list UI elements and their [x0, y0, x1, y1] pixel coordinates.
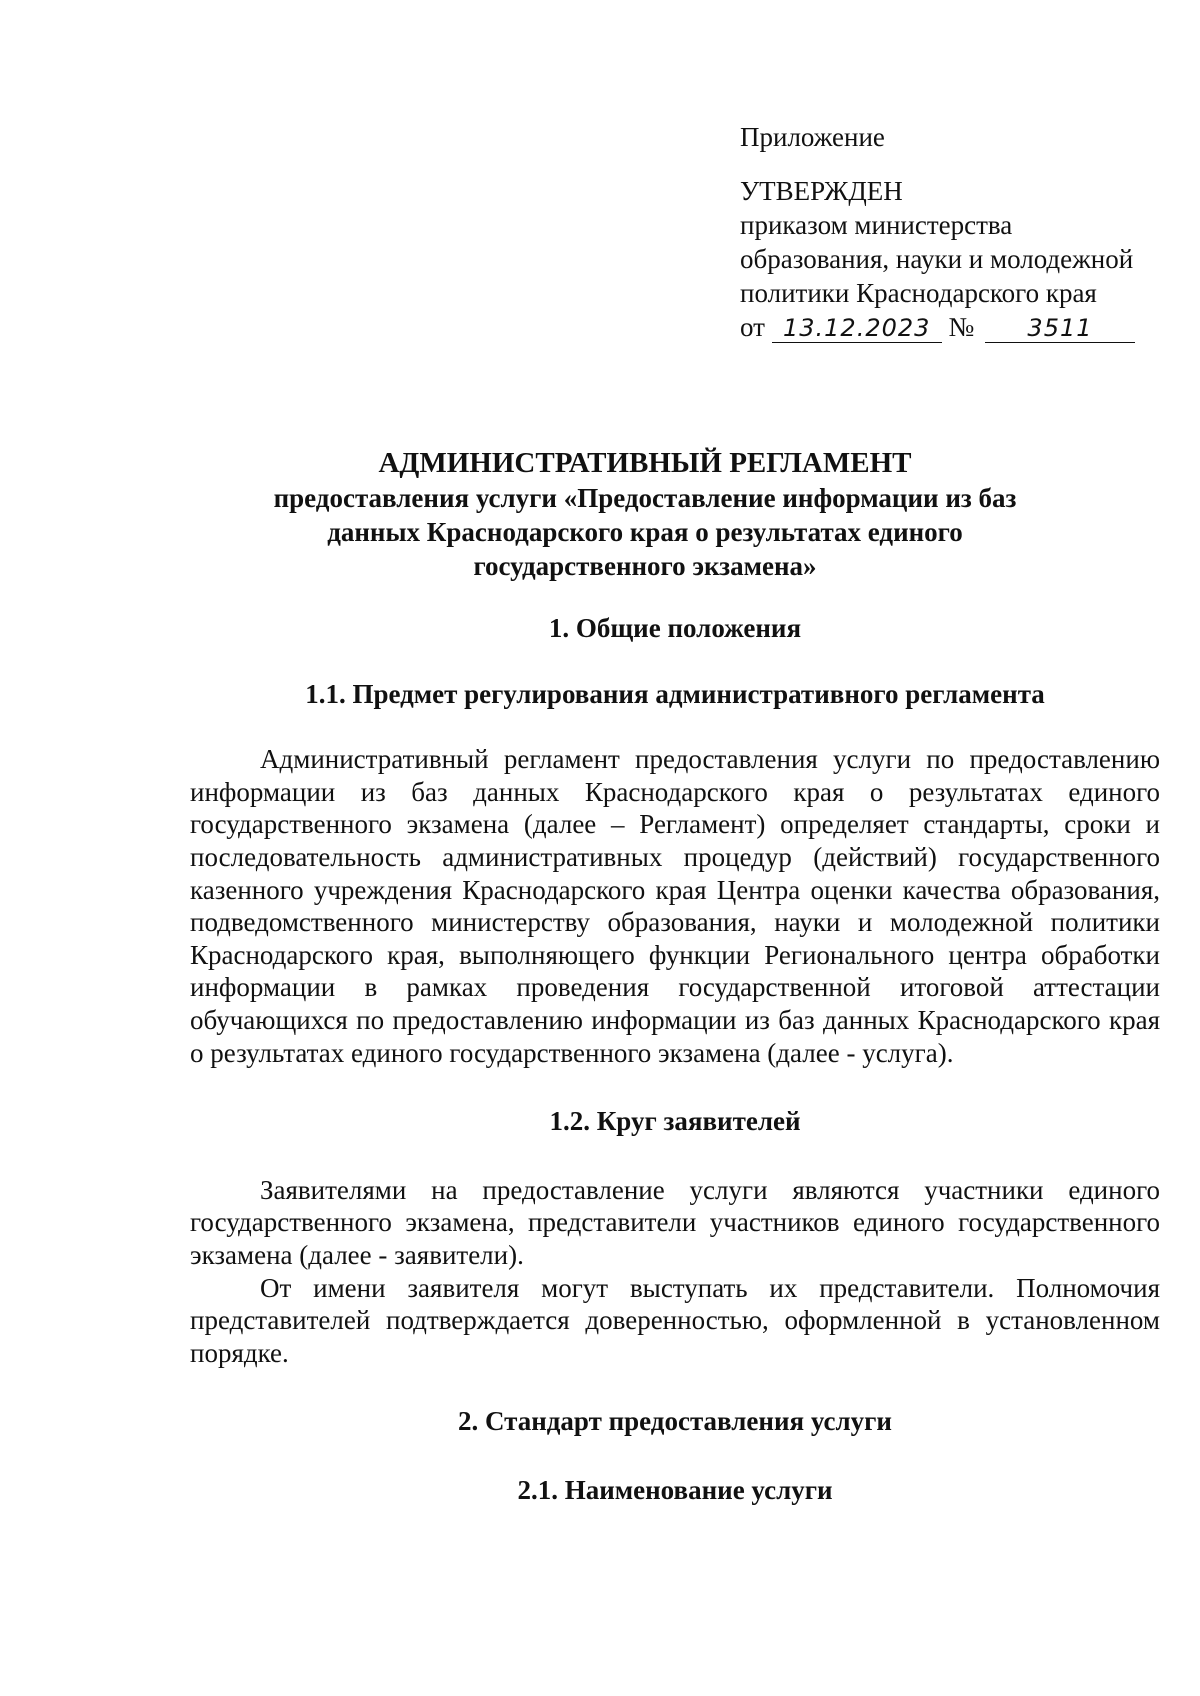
date-prefix: от — [740, 312, 765, 342]
title-sub-1: предоставления услуги «Предоставление информации из баз — [273, 483, 1017, 513]
appendix-label: Приложение — [740, 122, 885, 152]
approval-line-1: приказом министерства — [740, 210, 1013, 240]
number-sign: № — [948, 312, 975, 342]
section-1-1-paragraph: Административный регламент предоставления услуги по предоставлению информации из баз данных Краснодарского края о результатах единого государственного экзамена (далее – Регламент) определяет стандарты, сроки и последовательность административных процедур (действий) государственного казенного учреждения Краснодарского края Центра оценки качества образования, подведомственного министерству образования, науки и молодежной политики Краснодарского края, выполняющего функции Регионального центра обработки информации в рамках проведения государственной итоговой аттестации обучающихся по предоставлению информации из баз данных Краснодарского края о результатах единого государственного экзамена (далее - услуга). — [190, 744, 1160, 1068]
approval-block — [740, 120, 1160, 344]
approved-label: УТВЕРЖДЕН — [740, 176, 903, 206]
section-2-1-heading: 2.1. Наименование услуги — [517, 1474, 833, 1505]
section-1-heading: 1. Общие положения — [548, 613, 802, 643]
section-1-2-heading: 1.2. Круг заявителей — [549, 1106, 801, 1137]
section-1-2-paragraph-2: От имени заявителя могут выступать их представители. Полномочия представителей подтверждается доверенностью, оформленной в установленном порядке. — [190, 1272, 1160, 1368]
document-title — [190, 445, 1100, 583]
section-2-heading: 2. Стандарт предоставления услуги — [457, 1406, 892, 1437]
approval-line-3: политики Краснодарского края — [740, 278, 1097, 308]
title-sub-3: государственного экзамена» — [473, 551, 817, 581]
approval-line-2: образования, науки и молодежной — [740, 244, 1134, 274]
handwritten-date: 13.12.2023 — [772, 314, 942, 343]
title-main: АДМИНИСТРАТИВНЫЙ РЕГЛАМЕНТ — [378, 447, 912, 479]
section-1-2-paragraph-1: Заявителями на предоставление услуги являются участники единого государственного экзамена, представители участников единого государственного экзамена (далее - заявители). — [190, 1174, 1160, 1270]
document-body — [190, 612, 1160, 1506]
handwritten-number: 3511 — [985, 314, 1135, 343]
section-1-1-heading: 1.1. Предмет регулирования административного регламента — [305, 678, 1045, 709]
approval-date-line — [740, 310, 1160, 344]
title-sub-2: данных Краснодарского края о результатах единого — [327, 517, 963, 547]
